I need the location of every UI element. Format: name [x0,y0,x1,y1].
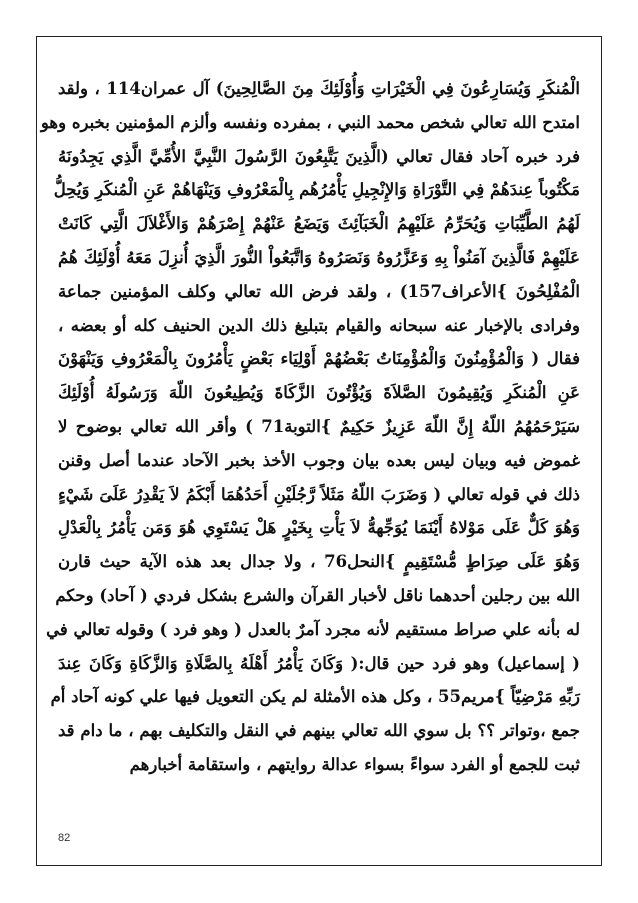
text-line: الْمُنكَرِ وَيُسَارِعُونَ فِي الْخَيْرَاتِ وَأُوْلَئِكَ مِنَ الصَّالِحِينَ) آل عمران114 ، ولقد [58,79,580,98]
text-line: فقال ( وَالْمُؤْمِنُونَ وَالْمُؤْمِنَاتُ بَعْضُهُمْ أَوْلِيَاء بَعْضٍ يَأْمُرُونَ بِالْمَعْرُوفِ وَيَنْهَوْنَ [58,349,580,369]
text-line: وَهُوَ كَلٌّ عَلَى مَوْلاهُ أَيْنَمَا يُوَجِّههُّ لاَ يَأْتِ بِخَيْرٍ هَلْ يَسْتَوِي هُوَ وَمَن يَأْمُرُ بِالْعَدْلِ [58,518,580,538]
text-line: ذلك في قوله تعالي ( وَضَرَبَ اللّهُ مَثَلاً رَّجُلَيْنِ أَحَدُهُمَا أَبْكَمُ لاَ يَقْدِرُ عَلَىَ شَيْءٍ [58,484,580,504]
text-line: الله بين رجلين أحدهما ناقل لأخبار القرآن والشرع بشكل فردي ( آحاد) وحكم [55,585,580,605]
text-line: ثبت للجمع أو الفرد سواءً بسواء عدالة روايتهم ، واستقامة أخبارهم [129,754,580,774]
text-line: امتدح الله تعالي شخص محمد النبي ، بمفرده ونفسه وألزم المؤمنين بخبره وهو [40,112,580,132]
text-line: عَلَيْهِمْ فَالَّذِينَ آمَنُواْ بِهِ وَعَزَّرُوهُ وَنَصَرُوهُ وَاتَّبَعُواْ النُّورَ الَّذِيَ أُنزِلَ مَعَهُ أُوْلَئِكَ هُمُ [58,247,580,267]
text-line: لَهُمُ الطَّيِّبَاتِ وَيُحَرِّمُ عَلَيْهِمُ الْخَبَآئِثَ وَيَضَعُ عَنْهُمْ إِصْرَهُمْ وَالأَغْلاَلَ الَّتِي كَانَتْ [58,214,580,234]
text-line: مَكْتُوباً عِندَهُمْ فِي التَّوْرَاةِ وَالإِنْجِيلِ يَأْمُرُهُم بِالْمَعْرُوفِ وَيَنْهَاهُمْ عَنِ الْمُنكَرِ وَيُحِلُّ [53,180,580,200]
text-line: له بأنه علي صراط مستقيم لأنه مجرد آمرٌ بالعدل ( وهو فرد ) وقوله تعالي في [46,619,580,639]
arabic-text-body [40,72,581,774]
text-line: وفرادى بالإخبار عنه سبحانه والقيام بتبليغ ذلك الدين الحنيف كله أو بعضه ، [58,315,580,335]
text-line: الْمُفْلِحُونَ }الأعراف157) ، ولقد فرض الله تعالي وكلف المؤمنين جماعة [58,281,580,301]
text-line: سَيَرْحَمُهُمُ اللّهُ إِنَّ اللّهَ عَزِيزٌ حَكِيمٌ }التوبة71 ) وأقر الله تعالي بوضوح لا [58,416,581,436]
text-line: ( إسماعيل) وهو فرد حين قال:( وَكَانَ يَأْمُرُ أَهْلَهُ بِالصَّلَاةِ وَالزَّكَاةِ وَكَانَ عِندَ [58,653,580,673]
text-line: غموض فيه وبيان ليس بعده بيان وجوب الأخذ بخبر الآحاد عندما أصل وقنن [58,450,580,470]
text-line: عَنِ الْمُنكَرِ وَيُقِيمُونَ الصَّلاَةَ وَيُؤْتُونَ الزَّكَاةَ وَيُطِيعُونَ اللّهَ وَرَسُولَهُ أُوْلَئِكَ [58,383,580,403]
text-line: وَهُوَ عَلَى صِرَاطٍ مُّسْتَقِيمٍ }النحل76 ، ولا جدال بعد هذه الآية حيث قارن [58,552,580,572]
text-line: رَبِّهِ مَرْضِيّاً }مريم55 ، وكل هذه الأمثلة لم يكن التعويل فيها علي كونه آحاد أم [50,687,580,707]
text-line: فرد خبره آحاد فقال تعالي (الَّذِينَ يَتَّبِعُونَ الرَّسُولَ النَّبِيَّ الأُمِّيَّ الَّذِي يَجِدُونَهُ [58,146,580,166]
page-number: 82 [58,832,71,844]
text-line: جمع ،وتواتر ؟؟ بل سوي الله تعالي بينهم في النقل والتكليف بهم ، ما دام قد [58,721,580,741]
